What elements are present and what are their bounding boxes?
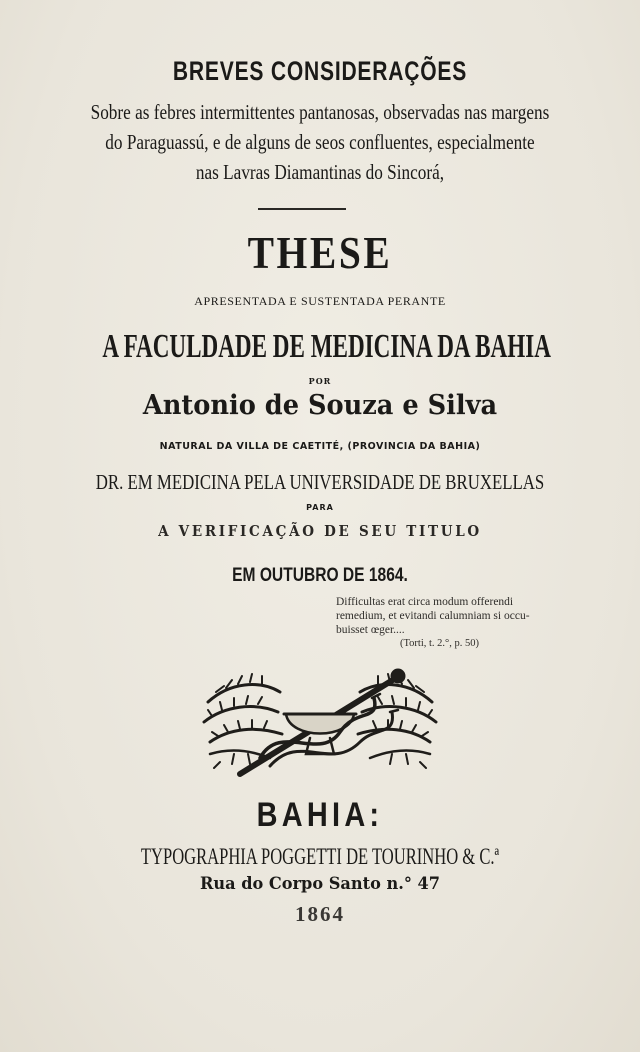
purpose-line: A VERIFICAÇÃO DE SEU TITULO <box>158 522 482 540</box>
faculty-name: A FACULDADE DE MEDICINA DA BAHIA <box>102 328 551 365</box>
epigraph <box>336 595 606 651</box>
caduceus-vignette-icon <box>200 662 440 780</box>
author-degree: DR. EM MEDICINA PELA UNIVERSIDADE DE BRUXELLAS <box>95 470 545 494</box>
imprint-year: 1864 <box>295 902 345 926</box>
divider-rule <box>258 208 346 210</box>
epigraph-line-1: Difficultas erat circa modum offerendi <box>336 596 514 608</box>
for-label: PARA <box>306 503 334 512</box>
author-name: Antonio de Souza e Silva <box>142 390 498 421</box>
imprint-printer: TYPOGRAPHIA POGGETTI DE TOURINHO & C.ª <box>140 844 500 869</box>
subtitle-line-3: nas Lavras Diamantinas do Sincorá, <box>195 160 445 184</box>
main-title: BREVES CONSIDERAÇÕES <box>172 56 468 86</box>
presented-line: APRESENTADA E SUSTENTADA PERANTE <box>194 294 446 308</box>
subtitle-line-2: do Paraguassú, e de alguns de seos confluentes, especialmente <box>105 130 535 154</box>
date-line: EM OUTUBRO DE 1864. <box>232 565 408 586</box>
author-origin: NATURAL DA VILLA DE CAETITÉ, (PROVINCIA DA BAHIA) <box>159 441 481 452</box>
subtitle-line-1: Sobre as febres intermittentes pantanosas, observadas nas margens <box>90 100 550 124</box>
imprint-address: Rua do Corpo Santo n.° 47 <box>199 874 441 894</box>
by-label: POR <box>308 376 332 386</box>
imprint-city: BAHIA: <box>256 796 384 834</box>
thesis-heading: THESE <box>247 227 393 278</box>
epigraph-line-2: remedium, et evitandi calumniam si occu- <box>336 610 530 622</box>
epigraph-line-3: buisset œger.... <box>336 624 405 636</box>
epigraph-source: (Torti, t. 2.°, p. 50) <box>400 638 479 649</box>
